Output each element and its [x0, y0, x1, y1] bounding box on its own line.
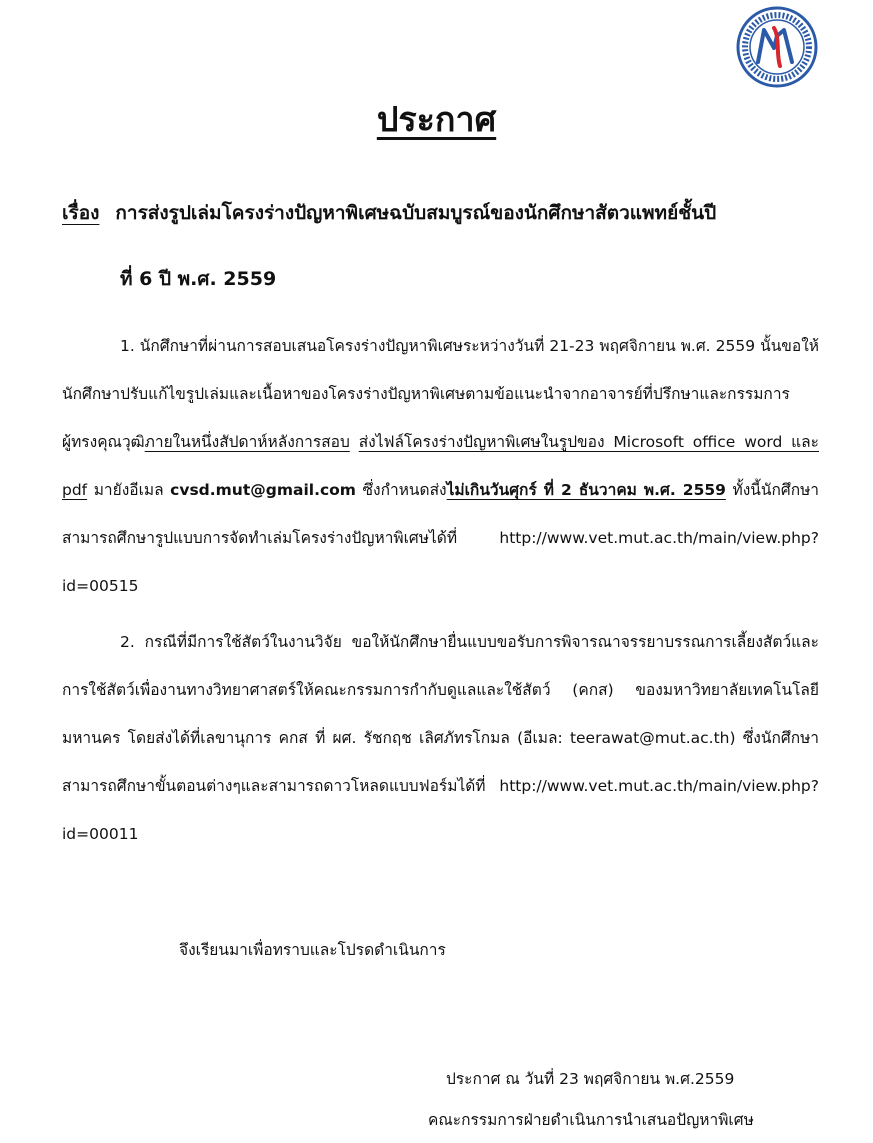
subject-line-1	[62, 198, 716, 228]
paragraph-2: 2. กรณีที่มีการใช้สัตว์ในงานวิจัย ขอให้นักศึกษายื่นแบบขอรับการพิจารณาจรรยาบรรณการเลี้ยงสัตว์และการใช้สัตว์เพื่องานทางวิทยาศาสตร์ให้คณะกรรมการกำกับดูแลและใช้สัตว์ (คกส) ของมหาวิทยาลัยเทคโนโลยีมหานคร โดยส่งได้ที่เลขานุการ คกส ที่ ผศ. รัชกฤช เลิศภัทรโกมล (อีเมล: teerawat@mut.ac.th) ซึ่งนักศึกษาสามารถศึกษาขั้นตอนต่างๆและสามารถดาวโหลดแบบฟอร์มได้ที่ http://www.vet.mut.ac.th/main/view.php?id=00011	[62, 633, 819, 843]
subject-line-2: ที่ 6 ปี พ.ศ. 2559	[120, 268, 277, 290]
para1-text-g: ซึ่งกำหนดส่ง	[355, 481, 447, 499]
committee-name: คณะกรรมการฝ่ายดำเนินการนำเสนอปัญหาพิเศษ	[428, 1111, 754, 1129]
page-title: ประกาศ	[376, 100, 497, 140]
para1-text-c	[350, 433, 359, 451]
paragraph-1	[62, 322, 819, 610]
para1-text-i: ทั้งนี้นักศึกษาสามารถศึกษารูปแบบการจัดทำเล่มโครงร่างปัญหาพิเศษได้ที่ http://www.vet.mut.ac.th/main/view.php?id=00515	[62, 481, 820, 595]
para1-deadline-date: ไม่เกินวันศุกร์ ที่ 2 ธันวาคม พ.ศ. 2559	[446, 481, 726, 499]
subject-label: เรื่อง	[62, 202, 100, 224]
logo	[736, 6, 818, 88]
para1-text-e: มายังอีเมล	[87, 481, 171, 499]
closing-text: จึงเรียนมาเพื่อทราบและโปรดดำเนินการ	[179, 941, 446, 959]
announcement-date: ประกาศ ณ วันที่ 23 พฤศจิกายน พ.ศ.2559	[446, 1070, 735, 1088]
subject-text: การส่งรูปเล่มโครงร่างปัญหาพิเศษฉบับสมบูรณ์ของนักศึกษาสัตวแพทย์ชั้นปี	[115, 202, 717, 224]
para1-text-a: 1. นักศึกษาที่ผ่านการสอบเสนอโครงร่างปัญหาพิเศษระหว่างวันที่ 21-23 พฤศจิกายน พ.ศ. 2559 นั้นขอให้นักศึกษาปรับแก้ไขรูปเล่มและเนื้อหาของโครงร่างปัญหาพิเศษตามข้อแนะนำจากอาจารย์ที่ปรึกษาและกรรมการผู้ทรงคุณวุฒิ	[62, 337, 819, 451]
para1-deadline-week: ภายในหนึ่งสัปดาห์หลังการสอบ	[144, 433, 350, 451]
para1-file-format: ส่งไฟล์โครงร่างปัญหาพิเศษในรูปของ Microsoft office word และ pdf	[62, 433, 819, 499]
para1-email: cvsd.mut@gmail.com	[170, 481, 356, 499]
